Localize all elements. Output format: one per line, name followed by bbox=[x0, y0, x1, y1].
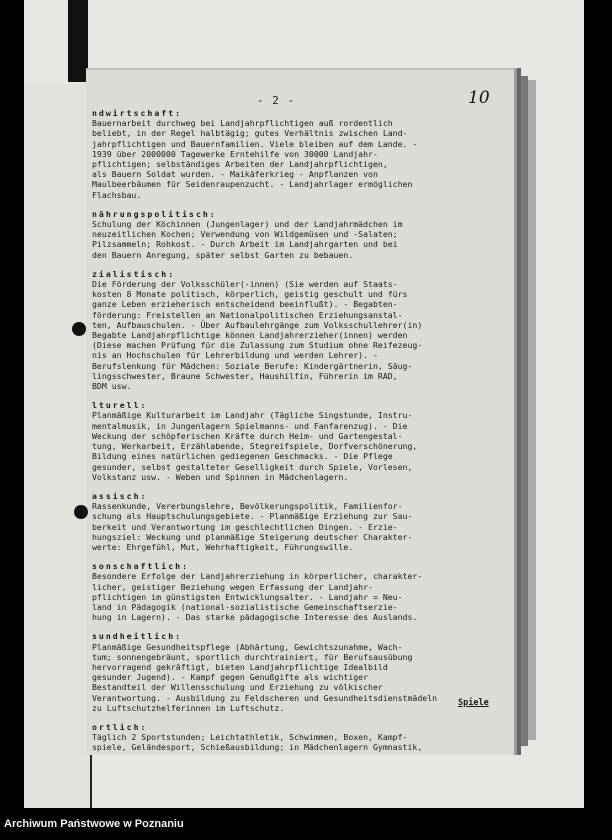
document-section bbox=[92, 108, 502, 200]
text-line: land in Pädagogik (national-sozialistische Gemeinschaftserzie- bbox=[92, 601, 398, 612]
text-line: BDM usw. bbox=[92, 381, 132, 392]
text-line: gesunder, selbst gestalteter Geselligkeit durch Spiele, Vorlesen, bbox=[92, 461, 413, 472]
text-line: 1939 über 2000000 Tagewerke Erntehilfe von 30000 Landjahr- bbox=[92, 148, 378, 159]
section-heading: lturell: bbox=[92, 400, 148, 411]
text-line: hervorragend gekräftigt, bieten Landjahrpflichtige Idealbild bbox=[92, 661, 388, 672]
text-line: Begabte Landjahrpflichtige können Landjahrerzieher(innen) werden bbox=[92, 330, 408, 341]
text-line: Planmäßige Kulturarbeit im Landjahr (Tägliche Singstunde, Instru- bbox=[92, 410, 413, 421]
text-line: Weckung der schöpferischen Kräfte durch Heim- und Gartengestal- bbox=[92, 430, 403, 441]
document-section bbox=[92, 269, 502, 391]
text-line: Die Förderung der Volksschüler(-innen) (Sie werden auf Staats- bbox=[92, 279, 398, 290]
binding-strip bbox=[68, 0, 88, 82]
document-section bbox=[92, 722, 502, 753]
section-heading: zialistisch: bbox=[92, 268, 176, 279]
text-line: werte: Ehrgefühl, Mut, Wehrhaftigkeit, Führungswille. bbox=[92, 541, 354, 552]
folio-number: 10 bbox=[468, 88, 490, 108]
text-line: schung als Hauptschulungsgebiete. - Planmäßige Erziehung zur Sau- bbox=[92, 511, 413, 522]
document-body bbox=[92, 108, 502, 762]
section-heading: sonschaftlich: bbox=[92, 561, 190, 572]
text-line: Verantwortung. - Ausbildung zu Feldscheren und Gesundheitsdienstmädeln bbox=[92, 692, 438, 703]
text-line: als Bauern Soldat wurden. - Maikäferkrieg - Anpflanzen von bbox=[92, 169, 378, 180]
document-section bbox=[92, 400, 502, 482]
text-line: nis an Hochschulen für Lehrerbildung und werden Lehrer). - bbox=[92, 350, 378, 361]
punch-hole-lower bbox=[74, 505, 88, 519]
text-line: hungsziel: Weckung und planmäßige Steigerung deutscher Charakter- bbox=[92, 531, 413, 542]
text-line: Pilzsammeln; Rohkost. - Durch Arbeit im Landjahrgarten und bei bbox=[92, 239, 398, 250]
text-line: Flachsbau. bbox=[92, 189, 142, 200]
text-line: Bauernarbeit durchweg bei Landjahrpflichtigen auß rordentlich bbox=[92, 118, 393, 129]
text-line: Täglich 2 Sportstunden; Leichtathletik, Schwimmen, Boxen, Kampf- bbox=[92, 732, 408, 743]
text-line: tum; sonnengebräunt, sportlich durchtrainiert, für Berufsausübung bbox=[92, 651, 413, 662]
text-line: (Diese machen Prüfung für die Zulassung zum Studium ohne Reifezeug- bbox=[92, 340, 423, 351]
section-heading: ndwirtschaft: bbox=[92, 108, 183, 118]
text-line: neuzeitlichen Kochen; Verwendung von Wildgemüsen und -Salaten; bbox=[92, 229, 398, 240]
text-line: spiele, Geländesport, Schießausbildung; in Mädchenlagern Gymnastik, bbox=[92, 742, 423, 753]
text-line: Bestandteil der Willensschulung und Erziehung zu völkischer bbox=[92, 682, 383, 693]
text-line: Maulbeerbäumen für Seidenraupenzucht. - Landjahrlager ermöglichen bbox=[92, 179, 413, 190]
text-line: pflichtigen im günstigsten Entwicklungsalter. - Landjahr = Neu- bbox=[92, 591, 403, 602]
text-line: beliebt, in der Regel halbtägig; gutes Verhältnis zwischen Land- bbox=[92, 128, 408, 139]
text-line: lingsschwester, Braune Schwester, Haushilfin, Führerin im RAD, bbox=[92, 370, 398, 381]
section-heading: sundheitlich: bbox=[92, 631, 183, 642]
text-line: ten, Aufbauschulen. - Über Aufbaulehrgänge zum Volksschullehrer(in) bbox=[92, 319, 423, 330]
section-heading: ortlich: bbox=[92, 721, 148, 732]
section-heading: assisch: bbox=[92, 490, 148, 501]
text-line: den Bauern Anregung, später selbst Garten zu bebauen. bbox=[92, 249, 354, 260]
text-line: Volkstanz usw. - Weben und Spinnen in Mädchenlagern. bbox=[92, 471, 349, 482]
text-line: ganze Leben erzieherisch entscheidend beeinflußt). - Begabten- bbox=[92, 299, 398, 310]
text-line: Bildung eines natürlichen gediegenen Geschmacks. - Die Pflege bbox=[92, 451, 393, 462]
text-line: jahrpflichtigen und Bauernfamilien. Viele bleiben auf dem Lande. - bbox=[92, 138, 418, 149]
underlying-page-edge bbox=[24, 84, 92, 808]
text-line: pflichtigen; selbständiges Arbeiten der Landjahrpflichtigen, bbox=[92, 159, 388, 170]
text-line: zu Luftschutzhelferinnen im Luftschutz. bbox=[92, 702, 285, 713]
text-line: kosten 8 Monate politisch, körperlich, geistig geschult und fürs bbox=[92, 289, 408, 300]
document-section bbox=[92, 561, 502, 622]
text-line: Rassenkunde, Vererbungslehre, Bevölkerungspolitik, Familienfor- bbox=[92, 501, 403, 512]
text-line: Planmäßige Gesundheitspflege (Abhärtung, Gewichtszunahme, Wach- bbox=[92, 641, 403, 652]
document-section bbox=[92, 491, 502, 552]
continuation-word: Spiele bbox=[458, 698, 489, 708]
punch-hole-upper bbox=[72, 322, 86, 336]
text-line: Besondere Erfolge der Landjahrerziehung in körperlicher, charakter- bbox=[92, 571, 423, 582]
section-heading: nährungspolitisch: bbox=[92, 208, 217, 219]
archive-watermark: Archiwum Państwowe w Poznaniu bbox=[4, 818, 184, 830]
text-line: tung, Werkarbeit, Erzählabende, Stegreifspiele, Dorfverschönerung, bbox=[92, 441, 418, 452]
text-line: hung in Lagern). - Das starke pädagogische Interesse des Auslands. bbox=[92, 612, 418, 623]
page-number: - 2 - bbox=[257, 94, 296, 107]
document-section bbox=[92, 631, 502, 713]
text-line: mentalmusik, in Jungenlagern Spielmanns- und Fanfarenzug). - Die bbox=[92, 420, 408, 431]
text-line: licher, geistiger Beziehung wegen Erfassung der Landjahr- bbox=[92, 581, 373, 592]
document-section bbox=[92, 209, 502, 260]
text-line: Schulung der Köchinnen (Jungenlager) und der Landjahrmädchen im bbox=[92, 219, 403, 230]
text-line: förderung: Freistellen an Nationalpolitischen Erziehungsanstal- bbox=[92, 309, 403, 320]
text-line: gesunder Jugend). - Kampf gegen Genußgifte als wichtiger bbox=[92, 672, 369, 683]
text-line: berkeit und Verantwortung im geschlechtlichen Dingen. - Erzie- bbox=[92, 521, 398, 532]
text-line: Berufslenkung für Mädchen: Soziale Berufe: Kindergärtnerin, Säug- bbox=[92, 360, 413, 371]
